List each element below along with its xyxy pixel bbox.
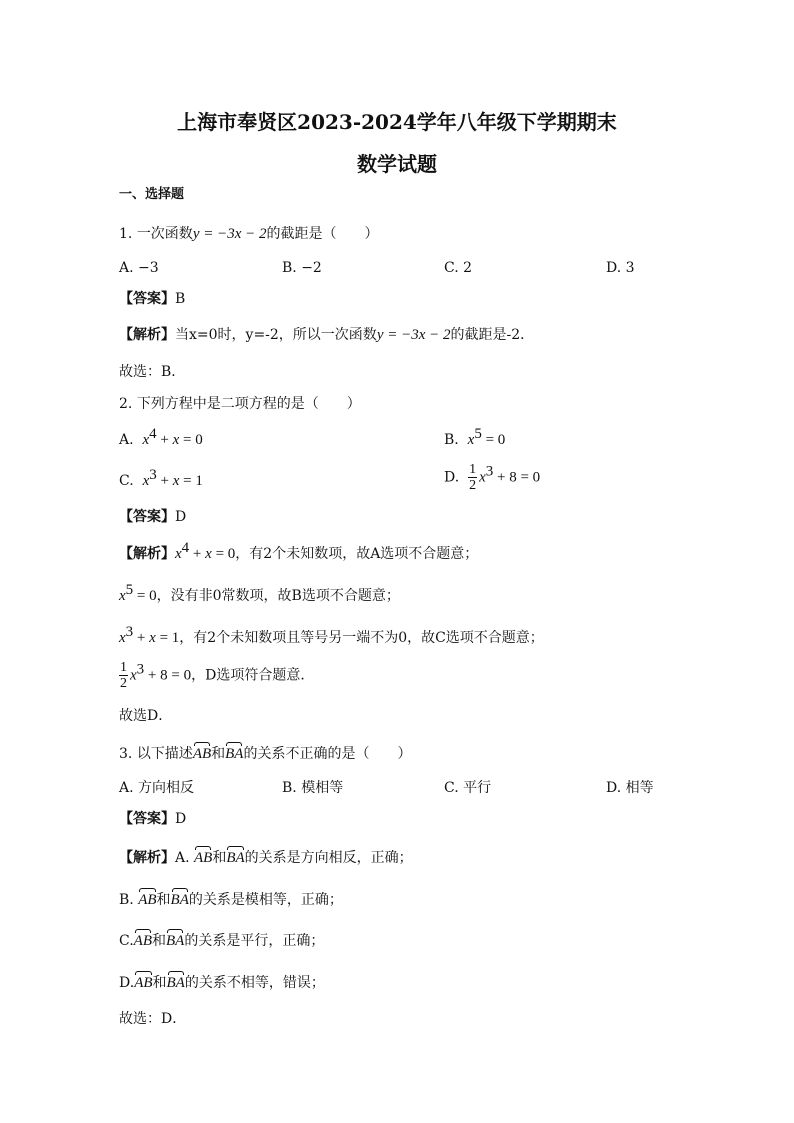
q1-option-d: D. 3	[606, 260, 635, 276]
q1-option-b: B. −2	[282, 260, 322, 276]
q2-option-a: A. $x^4 + x = 0$	[119, 426, 203, 448]
vector-ba: BA	[171, 887, 189, 909]
q2-option-c: C. $x^3 + x = 1$	[119, 467, 203, 489]
q3-option-c: C. 平行	[444, 780, 492, 796]
formula: y = −3x − 2	[192, 226, 267, 242]
q2-analysis-2: $x^5 = 0$，没有非0常数项，故B选项不合题意；	[119, 582, 400, 604]
q1-answer	[119, 290, 185, 308]
q1-option-a: A. −3	[119, 260, 159, 276]
vector-ba: BA	[167, 970, 185, 992]
q3-option-d: D. 相等	[606, 780, 654, 796]
vector-ab: AB	[138, 887, 156, 909]
q2-analysis-4: $\frac{1}{2}$ $x^3 + 8 = 0$，D选项符合题意．	[120, 660, 315, 691]
answer-tag: 【答案】	[119, 291, 175, 307]
q1-analysis: 【解析】当x=0时，y=-2，所以一次函数y = −3x − 2的截距是-2．	[119, 327, 535, 343]
q1-option-c: C. 2	[444, 260, 473, 276]
q3-answer	[119, 810, 186, 828]
q3-analysis-d: D.AB和BA的关系不相等，错误；	[119, 970, 325, 992]
q1-conclusion: 故选：B．	[119, 364, 186, 380]
question-number: 3.	[119, 746, 133, 762]
q3-option-b: B. 模相等	[282, 780, 344, 796]
q3-analysis-c: C.AB和BA的关系是平行，正确；	[119, 928, 324, 950]
q3-analysis-b: B. AB和BA的关系是模相等，正确；	[119, 887, 343, 909]
q2-option-b: B. $x^5 = 0$	[444, 426, 506, 448]
formula: y = −3x − 2	[376, 327, 451, 343]
answer-tag: 【答案】	[119, 811, 175, 827]
question-3: 3. 以下描述AB和BA的关系不正确的是（ ）	[119, 741, 411, 763]
q2-option-d: D. $\frac{1}{2}$ $x^3 + 8 = 0$	[444, 462, 541, 493]
vector-ba: BA	[225, 741, 243, 763]
answer-tag: 【答案】	[119, 509, 175, 525]
answer-value: B	[175, 291, 186, 307]
vector-ba: BA	[226, 845, 244, 867]
analysis-tag: 【解析】	[119, 327, 175, 343]
vector-ab: AB	[134, 928, 152, 950]
question-stem: 一次函数	[136, 226, 193, 242]
analysis-tag: 【解析】	[119, 546, 175, 562]
analysis-tag: 【解析】	[119, 850, 175, 866]
answer-value: D	[175, 811, 187, 827]
vector-ab: AB	[134, 970, 152, 992]
vector-ab: AB	[193, 741, 211, 763]
page-title: 上海市奉贤区2023-2024学年八年级下学期期末	[177, 110, 617, 134]
q2-conclusion: 故选D．	[119, 708, 173, 724]
q2-answer	[119, 508, 186, 526]
q2-analysis-3: $x^3 + x = 1$，有2个未知数项且等号另一端不为0，故C选项不合题意；	[119, 624, 544, 646]
answer-value: D	[175, 509, 187, 525]
page-subtitle: 数学试题	[357, 152, 437, 176]
q3-option-a: A. 方向相反	[119, 780, 195, 796]
question-number: 1.	[119, 226, 133, 242]
question-1	[119, 225, 379, 243]
question-stem: 下列方程中是二项方程的是（ ）	[136, 396, 361, 412]
q3-analysis-a: 【解析】A. AB和BA的关系是方向相反，正确；	[119, 845, 413, 867]
vector-ba: BA	[166, 928, 184, 950]
question-2	[119, 395, 361, 413]
q2-analysis-1: 【解析】$x^4 + x = 0$，有2个未知数项，故A选项不合题意；	[119, 540, 479, 562]
section-heading: 一、选择题	[119, 187, 185, 202]
q3-conclusion: 故选：D．	[119, 1011, 187, 1027]
vector-ab: AB	[194, 845, 212, 867]
question-number: 2.	[119, 396, 133, 412]
question-stem: 的截距是（ ）	[266, 226, 379, 242]
